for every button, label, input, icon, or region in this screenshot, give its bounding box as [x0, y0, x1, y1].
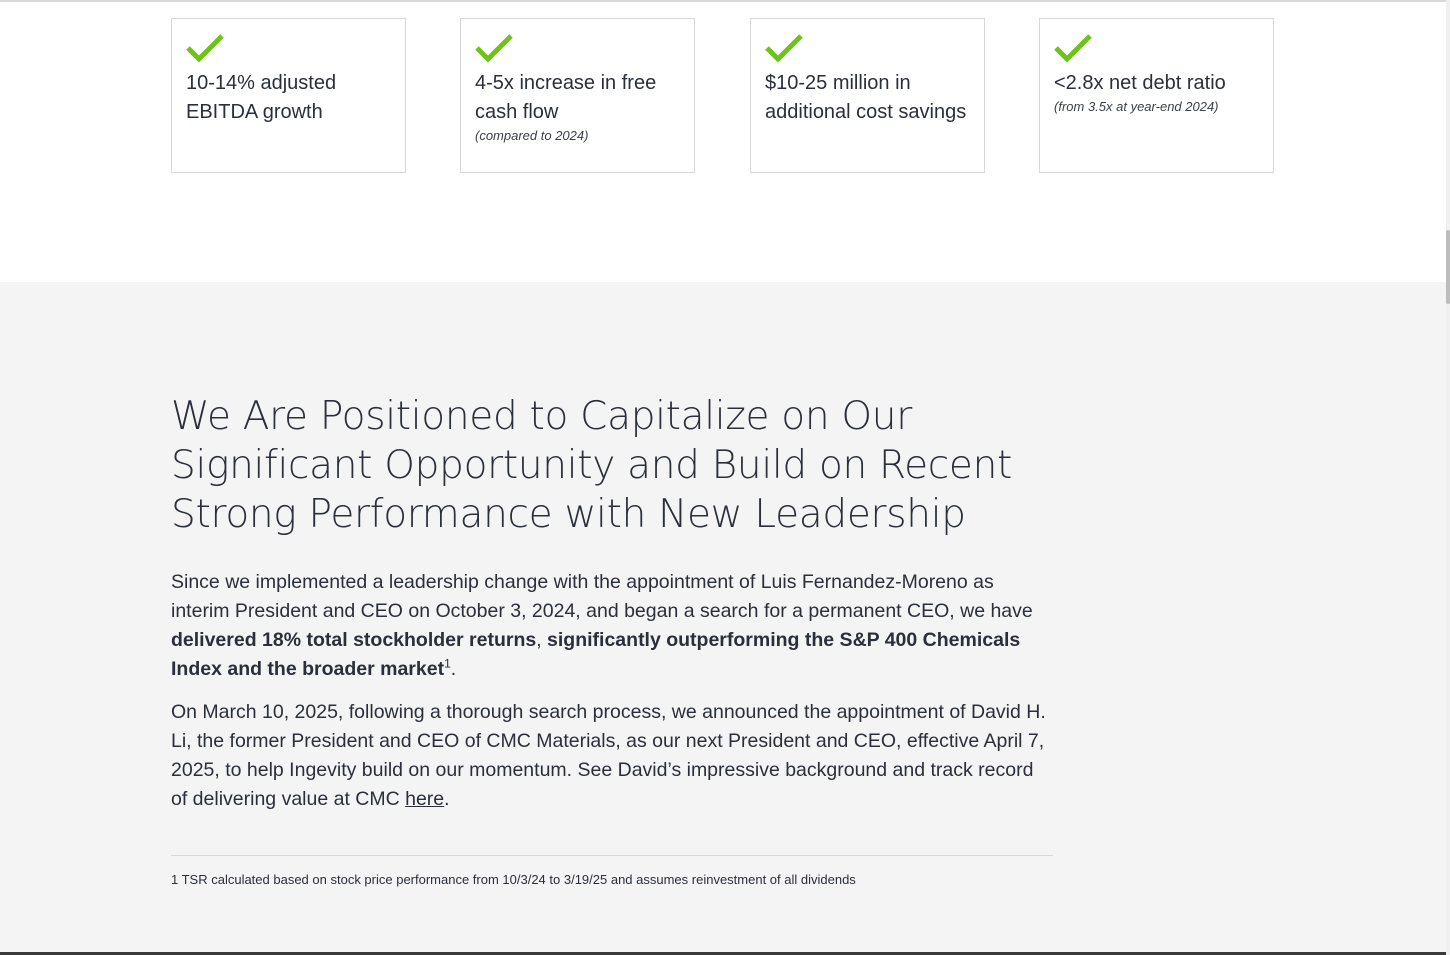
- paragraph-text: .: [450, 658, 457, 680]
- paragraph-text: .: [444, 788, 450, 810]
- highlights-cards: [171, 18, 1274, 173]
- new-ceo-paragraph: [171, 698, 1053, 814]
- highlight-text: 10-14% adjusted EBITDA growth: [186, 72, 337, 123]
- highlight-text: <2.8x net debt ratio: [1054, 72, 1226, 94]
- checkmark-icon: [765, 33, 803, 63]
- checkmark-icon: [186, 33, 224, 63]
- checkmark-icon: [475, 33, 513, 63]
- stockholder-returns-paragraph: [171, 568, 1053, 684]
- bold-returns-text: delivered 18% total stockholder returns: [171, 629, 537, 651]
- highlight-card-ebitda: [171, 18, 406, 173]
- highlight-card-free-cash-flow: [460, 18, 695, 173]
- highlight-note: (from 3.5x at year-end 2024): [1054, 99, 1219, 114]
- paragraph-text: ,: [536, 629, 548, 651]
- checkmark-icon: [1054, 33, 1092, 63]
- highlight-card-cost-savings: [750, 18, 985, 173]
- here-link[interactable]: here: [405, 788, 445, 810]
- footnote-marker: 1: [444, 656, 451, 671]
- bold-outperform-text: significantly outperforming the S&P 400 Chemicals Index and the broader market: [171, 629, 1021, 680]
- highlight-text: 4-5x increase in free cash flow: [475, 72, 657, 123]
- highlight-card-net-debt: [1039, 18, 1274, 173]
- highlight-text: $10-25 million in additional cost savings: [765, 72, 967, 123]
- footnote-text: 1 TSR calculated based on stock price performance from 10/3/24 to 3/19/25 and assumes reinvestment of all dividends: [171, 872, 856, 887]
- footnote-divider: [171, 855, 1053, 856]
- scrollbar-thumb[interactable]: [1446, 230, 1450, 304]
- paragraph-text: Since we implemented a leadership change with the appointment of Luis Fernandez-Moreno as interim President and CEO on October 3, 2024, and began a search for a permanent CEO, we have: [171, 571, 1033, 622]
- leadership-section: [0, 282, 1446, 955]
- paragraph-text: On March 10, 2025, following a thorough search process, we announced the appointment of David H. Li, the former President and CEO of CMC Materials, as our next President and CEO, effective April 7, 2025, to help Ingevity build on our momentum. See David’s impressive background and track record of delivering value at CMC: [171, 701, 1046, 810]
- page-scrollbar[interactable]: [1446, 0, 1450, 955]
- highlight-note: (compared to 2024): [475, 128, 589, 143]
- section-headline: We Are Positioned to Capitalize on Our Significant Opportunity and Build on Recent Strong Performance with New Leadership: [171, 394, 1013, 537]
- top-divider: [0, 0, 1446, 2]
